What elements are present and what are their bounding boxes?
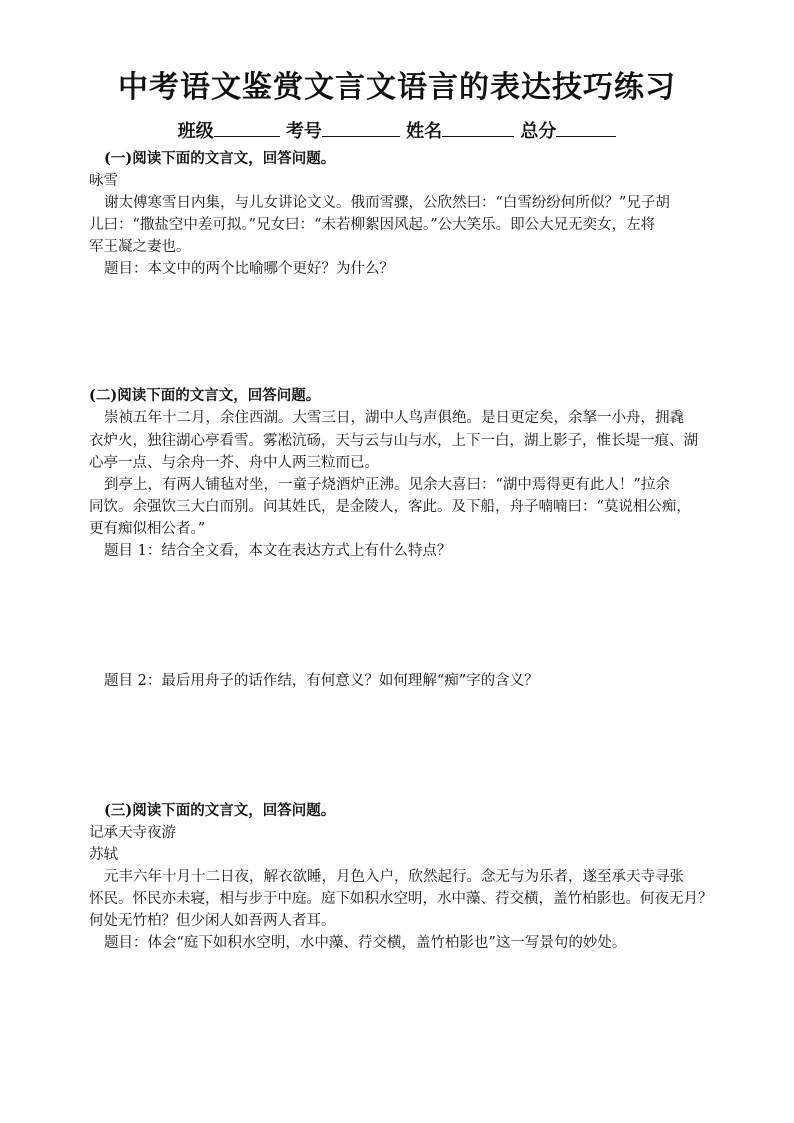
section3-line: 何处无竹柏？但少闲人如吾两人者耳。: [89, 913, 336, 929]
section2-line: 心亭一点、与余舟一芥、舟中人两三粒而已。: [89, 455, 379, 471]
section2-heading: (二)阅读下面的文言文，回答问题。: [89, 387, 321, 404]
score-blank: [556, 118, 616, 137]
name-blank: [442, 118, 514, 137]
section2-line: 同饮。余强饮三大白而别。问其姓氏，是金陵人，客此。及下船，舟子喃喃曰：“莫说相公痴，: [89, 499, 691, 515]
section3-line: 怀民。怀民亦未寝，相与步于中庭。庭下如积水空明，水中藻、荇交横，盖竹柏影也。何夜无月？: [89, 891, 713, 907]
section2-line: 崇祯五年十二月，余住西湖。大雪三日，湖中人鸟声俱绝。是日更定矣，余拏一小舟，拥毳: [104, 410, 684, 426]
exam-no-blank: [322, 118, 400, 137]
section1-heading: (一)阅读下面的文言文，回答问题。: [104, 150, 336, 167]
section2-line: 到亭上，有两人铺毡对坐，一童子烧酒炉正沸。见余大喜曰：“湖中焉得更有此人！”拉余: [104, 477, 670, 493]
student-info-line: [0, 117, 794, 143]
score-label: 总分: [520, 121, 557, 142]
section3-question: 题目：体会“庭下如积水空明，水中藻、荇交横，盖竹柏影也”这一写景句的妙处。: [104, 935, 627, 951]
section2-line: 更有痴似相公者。”: [89, 521, 206, 537]
class-label: 班级: [177, 121, 214, 142]
section1-line: 儿曰：“撒盐空中差可拟。”兄女曰：“未若柳絮因风起。”公大笑乐。即公大兄无奕女，左将: [89, 217, 656, 233]
section3-line: 元丰六年十月十二日夜，解衣欲睡，月色入户，欣然起行。念无与为乐者，遂至承天寺寻张: [104, 869, 684, 885]
section2-question-1: 题目 1：结合全文看，本文在表达方式上有什么特点？: [104, 543, 452, 559]
section3-author: 苏轼: [89, 847, 118, 863]
section2-line: 衣炉火，独往湖心亭看雪。雾凇沆砀，天与云与山与水，上下一白，湖上影子，惟长堤一痕、湖: [89, 433, 698, 449]
section1-line: 军王凝之妻也。: [89, 239, 191, 255]
section1-question: 题目：本文中的两个比喻哪个更好？为什么？: [104, 261, 394, 277]
name-label: 姓名: [406, 121, 443, 142]
section3-subtitle: 记承天寺夜游: [89, 825, 176, 841]
class-blank: [214, 118, 280, 137]
section3-heading: (三)阅读下面的文言文，回答问题。: [104, 802, 336, 819]
exam-no-label: 考号: [285, 121, 322, 142]
section1-subtitle: 咏雪: [89, 173, 118, 189]
section2-question-2: 题目 2：最后用舟子的话作结，有何意义？如何理解“痴”字的含义？: [104, 673, 539, 689]
page-title: 中考语文鉴赏文言文语言的表达技巧练习: [118, 70, 676, 105]
section1-line: 谢太傅寒雪日内集，与儿女讲论文义。俄而雪骤，公欣然曰：“白雪纷纷何所似？”兄子胡: [104, 195, 670, 211]
